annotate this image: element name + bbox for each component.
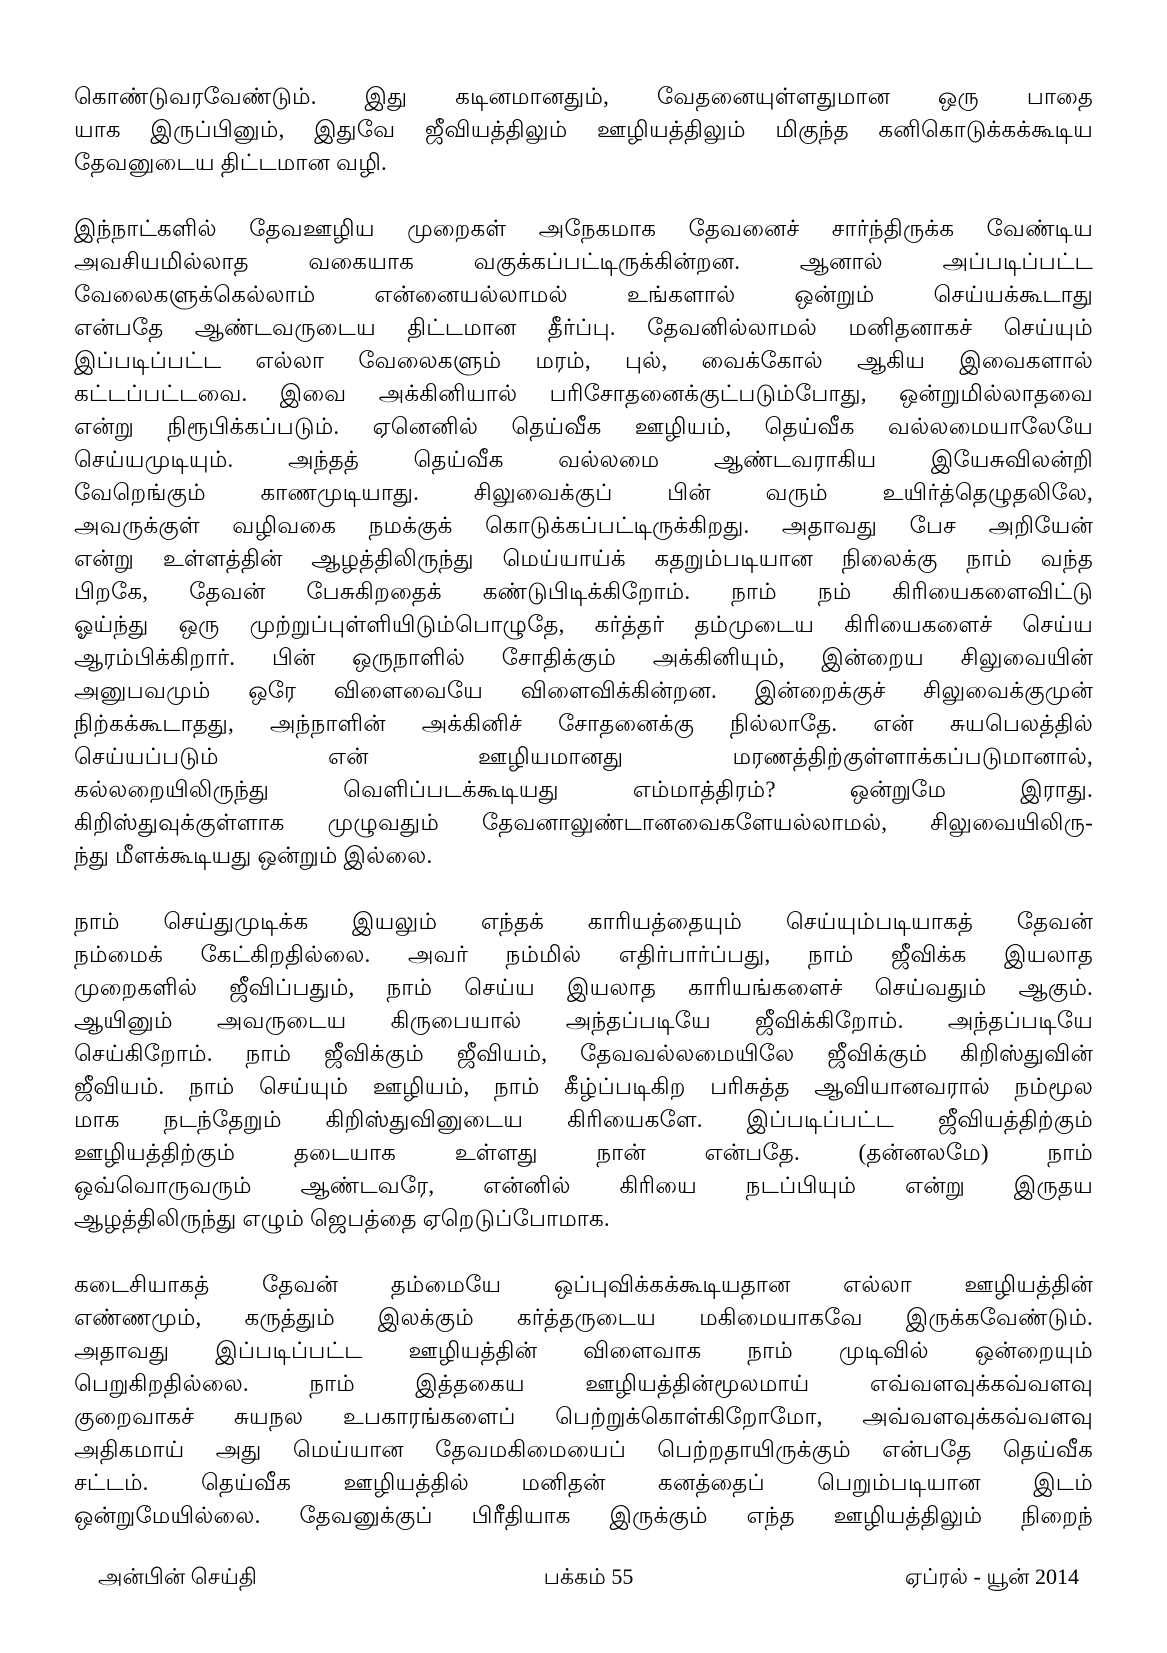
text-line: மாக நடந்தேறும் கிறிஸ்துவினுடைய கிரியைகளே. இப்படிப்பட்ட ஜீவியத்திற்கும் <box>74 1107 1093 1132</box>
text-line: அவசியமில்லாத வகையாக வகுக்கப்பட்டிருக்கின்றன. ஆனால் அப்படிப்பட்ட <box>74 249 1093 274</box>
text-line: நாம் செய்துமுடிக்க இயலும் எந்தக் காரியத்தையும் செய்யும்படியாகத் தேவன் <box>74 909 1093 934</box>
text-line: கடைசியாகத் தேவன் தம்மையே ஒப்புவிக்கக்கூடியதான எல்லா ஊழியத்தின் <box>74 1272 1093 1297</box>
text-line: இந்நாட்களில் தேவஊழிய முறைகள் அநேகமாக தேவனைச் சார்ந்திருக்க வேண்டிய <box>74 216 1093 241</box>
text-line: என்று நிரூபிக்கப்படும். ஏனெனில் தெய்வீக ஊழியம், தெய்வீக வல்லமையாலேயே <box>74 414 1093 439</box>
paragraph <box>74 905 1093 1235</box>
text-line: கிறிஸ்துவுக்குள்ளாக முழுவதும் தேவனாலுண்டானவைகளேயல்லாமல், சிலுவையிலிரு- <box>74 810 1093 835</box>
text-line: செய்யப்படும் என் ஊழியமானது மரணத்திற்குள்ளாக்கப்படுமானால், <box>74 744 1093 769</box>
text-line: நம்மைக் கேட்கிறதில்லை. அவர் நம்மில் எதிர்பார்ப்பது, நாம் ஜீவிக்க இயலாத <box>74 942 1093 967</box>
footer-issue-date: ஏப்ரல் - யூன் 2014 <box>904 1564 1079 1589</box>
document-body <box>74 80 1093 1532</box>
text-line: ஓய்ந்து ஒரு முற்றுப்புள்ளியிடும்பொழுதே, கர்த்தர் தம்முடைய கிரியைகளைச் செய்ய <box>74 612 1093 637</box>
text-line: செய்யமுடியும். அந்தத் தெய்வீக வல்லமை ஆண்டவராகிய இயேசுவிலன்றி <box>74 447 1093 472</box>
text-line: ந்து மீளக்கூடியது ஒன்றும் இல்லை. <box>74 843 433 868</box>
text-line: ஆரம்பிக்கிறார். பின் ஒருநாளில் சோதிக்கும் அக்கினியும், இன்றைய சிலுவையின் <box>74 645 1093 670</box>
text-line: செய்கிறோம். நாம் ஜீவிக்கும் ஜீவியம், தேவவல்லமையிலே ஜீவிக்கும் கிறிஸ்துவின் <box>74 1041 1093 1066</box>
text-line: தேவனுடைய திட்டமான வழி. <box>74 150 387 175</box>
text-line: முறைகளில் ஜீவிப்பதும், நாம் செய்ய இயலாத காரியங்களைச் செய்வதும் ஆகும். <box>74 975 1093 1000</box>
text-line: ஆயினும் அவருடைய கிருபையால் அந்தப்படியே ஜீவிக்கிறோம். அந்தப்படியே <box>74 1008 1093 1033</box>
text-line: இப்படிப்பட்ட எல்லா வேலைகளும் மரம், புல், வைக்கோல் ஆகிய இவைகளால் <box>74 348 1093 373</box>
text-line: கொண்டுவரவேண்டும். இது கடினமானதும், வேதனையுள்ளதுமான ஒரு பாதை <box>74 84 1093 109</box>
text-line: ஆழத்திலிருந்து எழும் ஜெபத்தை ஏறெடுப்போமாக. <box>74 1206 610 1231</box>
text-line: வேறெங்கும் காணமுடியாது. சிலுவைக்குப் பின் வரும் உயிர்த்தெழுதலிலே, <box>74 480 1093 505</box>
text-line: அதிகமாய் அது மெய்யான தேவமகிமையைப் பெற்றதாயிருக்கும் என்பதே தெய்வீக <box>74 1437 1093 1462</box>
footer-publication-name: அன்பின் செய்தி <box>98 1564 257 1589</box>
paragraph <box>74 212 1093 872</box>
text-line: அவருக்குள் வழிவகை நமக்குக் கொடுக்கப்பட்டிருக்கிறது. அதாவது பேச அறியேன் <box>74 513 1093 538</box>
text-line: சட்டம். தெய்வீக ஊழியத்தில் மனிதன் கனத்தைப் பெறும்படியான இடம் <box>74 1470 1093 1495</box>
text-line: நிற்கக்கூடாதது, அந்நாளின் அக்கினிச் சோதனைக்கு நில்லாதே. என் சுயபெலத்தில் <box>74 711 1093 736</box>
text-line: குறைவாகச் சுயநல உபகாரங்களைப் பெற்றுக்கொள்கிறோமோ, அவ்வளவுக்கவ்வளவு <box>74 1404 1093 1429</box>
text-line: என்று உள்ளத்தின் ஆழத்திலிருந்து மெய்யாய்க் கதறும்படியான நிலைக்கு நாம் வந்த <box>74 546 1093 571</box>
text-line: ஜீவியம். நாம் செய்யும் ஊழியம், நாம் கீழ்ப்படிகிற பரிசுத்த ஆவியானவரால் நம்மூல <box>74 1074 1093 1099</box>
text-line: ஒவ்வொருவரும் ஆண்டவரே, என்னில் கிரியை நடப்பியும் என்று இருதய <box>74 1173 1093 1198</box>
text-line: அனுபவமும் ஒரே விளைவையே விளைவிக்கின்றன. இன்றைக்குச் சிலுவைக்குமுன் <box>74 678 1093 703</box>
text-line: பெறுகிறதில்லை. நாம் இத்தகைய ஊழியத்தின்மூலமாய் எவ்வளவுக்கவ்வளவு <box>74 1371 1093 1396</box>
footer-page-number: பக்கம் 55 <box>543 1564 634 1589</box>
text-line: வேலைகளுக்கெல்லாம் என்னையல்லாமல் உங்களால் ஒன்றும் செய்யக்கூடாது <box>74 282 1093 307</box>
text-line: கட்டப்பட்டவை. இவை அக்கினியால் பரிசோதனைக்குட்படும்போது, ஒன்றுமில்லாதவை <box>74 381 1093 406</box>
text-line: பிறகே, தேவன் பேசுகிறதைக் கண்டுபிடிக்கிறோம். நாம் நம் கிரியைகளைவிட்டு <box>74 579 1093 604</box>
text-line: என்பதே ஆண்டவருடைய திட்டமான தீர்ப்பு. தேவனில்லாமல் மனிதனாகச் செய்யும் <box>74 315 1093 340</box>
text-line: எண்ணமும், கருத்தும் இலக்கும் கர்த்தருடைய மகிமையாகவே இருக்கவேண்டும். <box>74 1305 1093 1330</box>
text-line: யாக இருப்பினும், இதுவே ஜீவியத்திலும் ஊழியத்திலும் மிகுந்த கனிகொடுக்கக்கூடிய <box>74 117 1093 142</box>
text-line: ஊழியத்திற்கும் தடையாக உள்ளது நான் என்பதே. (தன்னலமே) நாம் <box>74 1140 1093 1165</box>
paragraph <box>74 80 1093 179</box>
text-line: அதாவது இப்படிப்பட்ட ஊழியத்தின் விளைவாக நாம் முடிவில் ஒன்றையும் <box>74 1338 1093 1363</box>
paragraph <box>74 1268 1093 1532</box>
page-footer <box>74 1562 1093 1592</box>
text-line: கல்லறையிலிருந்து வெளிப்படக்கூடியது எம்மாத்திரம்? ஒன்றுமே இராது. <box>74 777 1093 802</box>
text-line: ஒன்றுமேயில்லை. தேவனுக்குப் பிரீதியாக இருக்கும் எந்த ஊழியத்திலும் நிறைந் <box>74 1503 1093 1528</box>
